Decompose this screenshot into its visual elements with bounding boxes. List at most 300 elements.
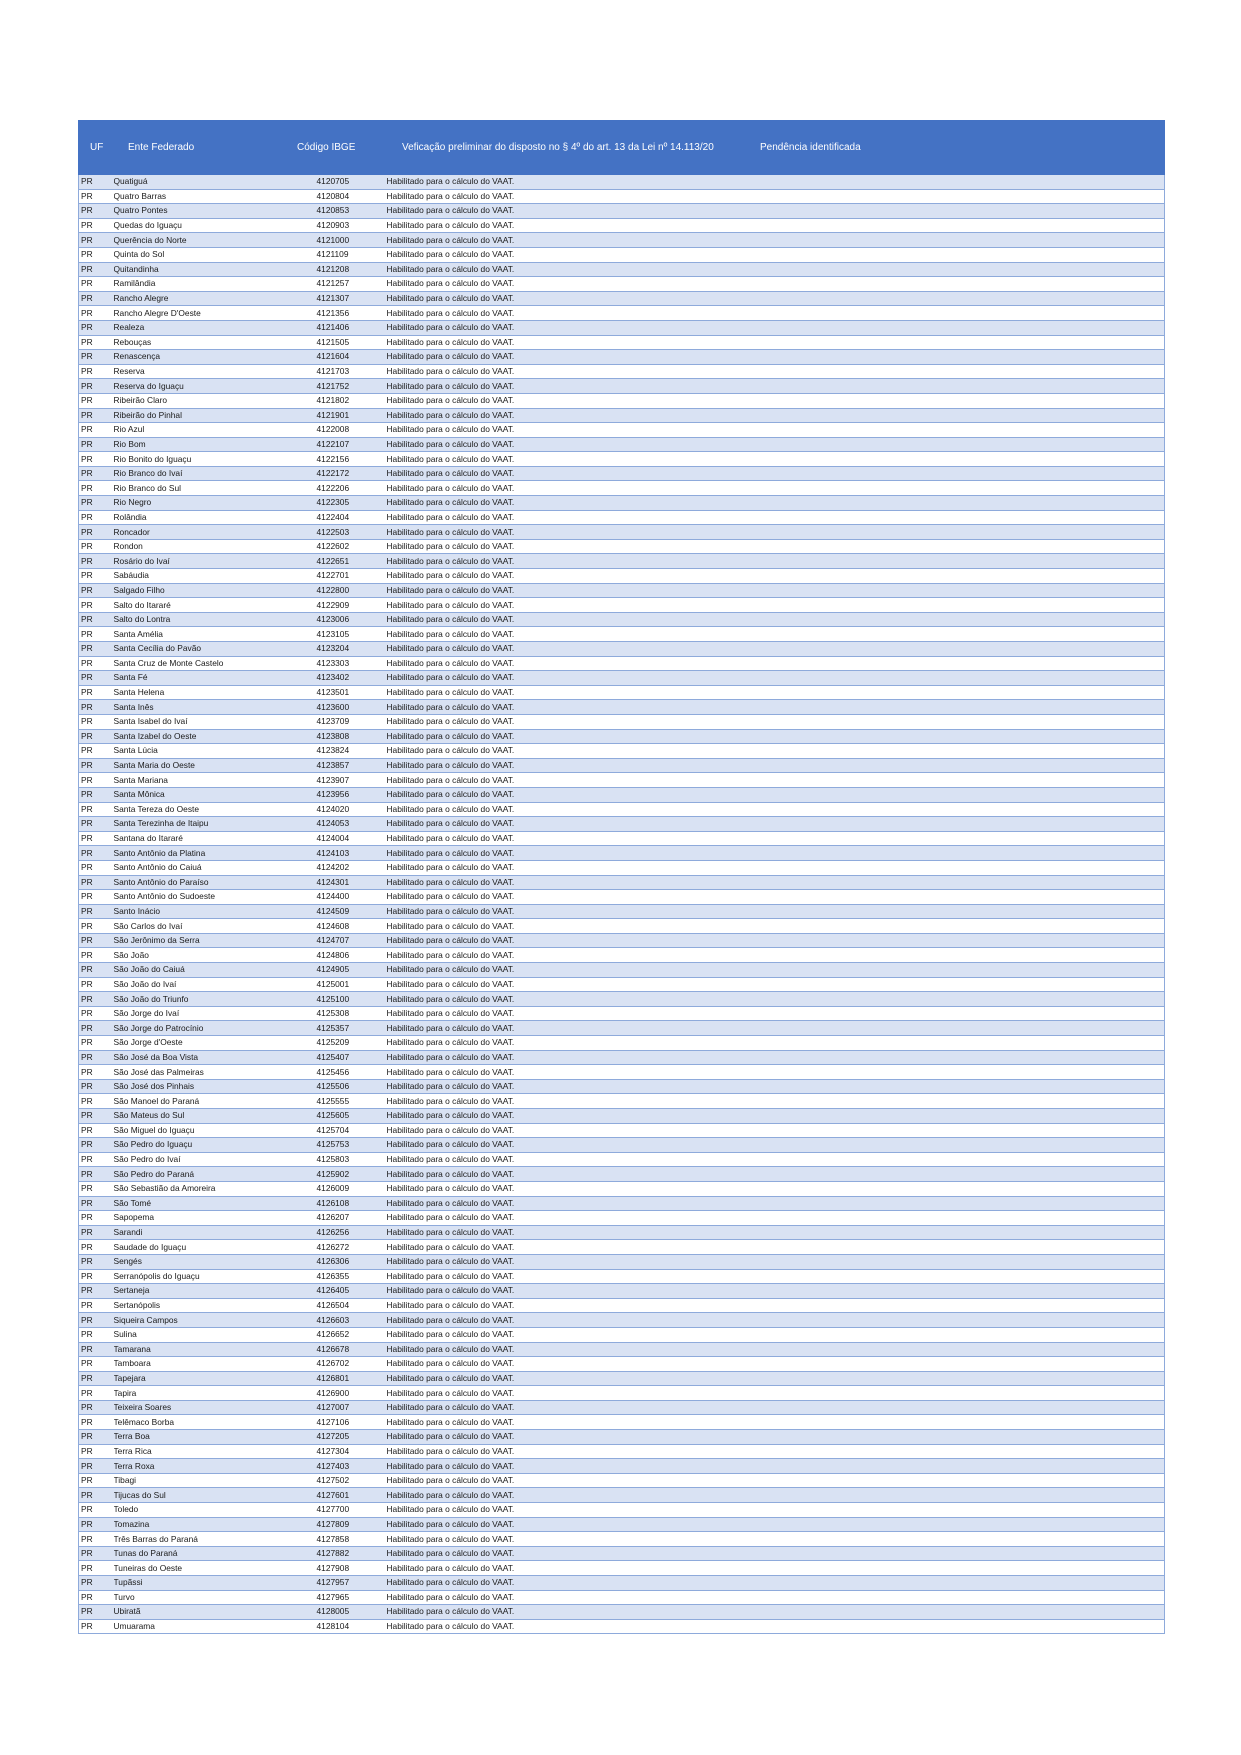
cell-ente-federado: Terra Roxa [114,1459,297,1474]
cell-pendencia [728,875,1165,890]
cell-codigo-ibge: 4127205 [297,1430,386,1445]
table-row [79,1546,1165,1561]
table-row [79,1444,1165,1459]
cell-verificacao: Habilitado para o cálculo do VAAT. [386,860,728,875]
cell-pendencia [728,773,1165,788]
cell-pendencia [728,1561,1165,1576]
cell-pendencia [728,963,1165,978]
cell-uf: PR [79,320,114,335]
cell-codigo-ibge: 4127601 [297,1488,386,1503]
table-row [79,393,1165,408]
cell-codigo-ibge: 4123709 [297,714,386,729]
cell-codigo-ibge: 4126652 [297,1327,386,1342]
cell-pendencia [728,539,1165,554]
cell-uf: PR [79,539,114,554]
cell-verificacao: Habilitado para o cálculo do VAAT. [386,787,728,802]
table-row [79,1269,1165,1284]
table-row [79,612,1165,627]
table-row [79,364,1165,379]
cell-verificacao: Habilitado para o cálculo do VAAT. [386,350,728,365]
cell-uf: PR [79,1619,114,1634]
cell-pendencia [728,1488,1165,1503]
table-row [79,291,1165,306]
cell-codigo-ibge: 4126256 [297,1225,386,1240]
cell-ente-federado: Siqueira Campos [114,1313,297,1328]
table-row [79,685,1165,700]
cell-verificacao: Habilitado para o cálculo do VAAT. [386,554,728,569]
cell-uf: PR [79,744,114,759]
cell-codigo-ibge: 4125357 [297,1021,386,1036]
cell-uf: PR [79,1517,114,1532]
cell-pendencia [728,933,1165,948]
header-pendencia: Pendência identificada [728,120,1165,175]
table-row [79,787,1165,802]
table-row [79,1094,1165,1109]
cell-verificacao: Habilitado para o cálculo do VAAT. [386,758,728,773]
cell-uf: PR [79,904,114,919]
cell-pendencia [728,1371,1165,1386]
cell-uf: PR [79,1605,114,1620]
cell-uf: PR [79,1590,114,1605]
cell-ente-federado: Santa Terezinha de Itaipu [114,817,297,832]
cell-codigo-ibge: 4124202 [297,860,386,875]
table-row [79,1167,1165,1182]
cell-pendencia [728,1254,1165,1269]
cell-pendencia [728,262,1165,277]
cell-pendencia [728,510,1165,525]
cell-codigo-ibge: 4125555 [297,1094,386,1109]
cell-verificacao: Habilitado para o cálculo do VAAT. [386,773,728,788]
cell-codigo-ibge: 4124004 [297,831,386,846]
cell-verificacao: Habilitado para o cálculo do VAAT. [386,1357,728,1372]
cell-verificacao: Habilitado para o cálculo do VAAT. [386,189,728,204]
cell-codigo-ibge: 4127700 [297,1503,386,1518]
cell-verificacao: Habilitado para o cálculo do VAAT. [386,598,728,613]
cell-verificacao: Habilitado para o cálculo do VAAT. [386,744,728,759]
table-header-row [79,120,1165,175]
cell-uf: PR [79,306,114,321]
cell-pendencia [728,1459,1165,1474]
cell-ente-federado: Sengés [114,1254,297,1269]
cell-codigo-ibge: 4122651 [297,554,386,569]
cell-verificacao: Habilitado para o cálculo do VAAT. [386,1386,728,1401]
table-row [79,933,1165,948]
cell-uf: PR [79,1503,114,1518]
cell-pendencia [728,1444,1165,1459]
cell-verificacao: Habilitado para o cálculo do VAAT. [386,729,728,744]
cell-codigo-ibge: 4126702 [297,1357,386,1372]
cell-ente-federado: São Pedro do Ivaí [114,1152,297,1167]
cell-codigo-ibge: 4121307 [297,291,386,306]
cell-uf: PR [79,1196,114,1211]
cell-verificacao: Habilitado para o cálculo do VAAT. [386,306,728,321]
cell-codigo-ibge: 4120705 [297,175,386,189]
cell-codigo-ibge: 4122107 [297,437,386,452]
cell-codigo-ibge: 4126355 [297,1269,386,1284]
cell-ente-federado: Salto do Lontra [114,612,297,627]
cell-ente-federado: Quinta do Sol [114,247,297,262]
cell-uf: PR [79,1546,114,1561]
cell-verificacao: Habilitado para o cálculo do VAAT. [386,364,728,379]
cell-pendencia [728,393,1165,408]
cell-verificacao: Habilitado para o cálculo do VAAT. [386,1342,728,1357]
cell-ente-federado: Santa Mônica [114,787,297,802]
cell-codigo-ibge: 4124509 [297,904,386,919]
cell-pendencia [728,1517,1165,1532]
cell-codigo-ibge: 4123907 [297,773,386,788]
cell-codigo-ibge: 4127007 [297,1400,386,1415]
cell-codigo-ibge: 4126405 [297,1284,386,1299]
table-row [79,802,1165,817]
table-row [79,1211,1165,1226]
cell-codigo-ibge: 4127502 [297,1473,386,1488]
cell-pendencia [728,992,1165,1007]
table-row [79,977,1165,992]
cell-pendencia [728,496,1165,511]
table-row [79,1488,1165,1503]
cell-uf: PR [79,729,114,744]
cell-pendencia [728,656,1165,671]
cell-codigo-ibge: 4128104 [297,1619,386,1634]
cell-verificacao: Habilitado para o cálculo do VAAT. [386,408,728,423]
cell-verificacao: Habilitado para o cálculo do VAAT. [386,890,728,905]
cell-codigo-ibge: 4123402 [297,671,386,686]
cell-uf: PR [79,481,114,496]
table-row [79,1240,1165,1255]
cell-codigo-ibge: 4121752 [297,379,386,394]
table-row [79,860,1165,875]
table-row [79,189,1165,204]
table-row [79,1400,1165,1415]
cell-ente-federado: Teixeira Soares [114,1400,297,1415]
cell-ente-federado: São Miguel do Iguaçu [114,1123,297,1138]
cell-verificacao: Habilitado para o cálculo do VAAT. [386,1138,728,1153]
cell-pendencia [728,554,1165,569]
table-row [79,218,1165,233]
cell-codigo-ibge: 4121257 [297,277,386,292]
cell-pendencia [728,335,1165,350]
cell-ente-federado: São Jorge do Patrocínio [114,1021,297,1036]
cell-pendencia [728,277,1165,292]
cell-uf: PR [79,860,114,875]
cell-verificacao: Habilitado para o cálculo do VAAT. [386,1079,728,1094]
cell-ente-federado: Terra Boa [114,1430,297,1445]
cell-pendencia [728,1342,1165,1357]
cell-verificacao: Habilitado para o cálculo do VAAT. [386,1517,728,1532]
table-row [79,204,1165,219]
cell-ente-federado: Santa Isabel do Ivaí [114,714,297,729]
cell-uf: PR [79,598,114,613]
table-row [79,233,1165,248]
cell-pendencia [728,218,1165,233]
table-row [79,583,1165,598]
cell-pendencia [728,437,1165,452]
table-row [79,714,1165,729]
cell-pendencia [728,583,1165,598]
cell-ente-federado: Telêmaco Borba [114,1415,297,1430]
cell-verificacao: Habilitado para o cálculo do VAAT. [386,262,728,277]
table-row [79,890,1165,905]
cell-verificacao: Habilitado para o cálculo do VAAT. [386,963,728,978]
table-row [79,1036,1165,1051]
cell-pendencia [728,1284,1165,1299]
cell-codigo-ibge: 4127908 [297,1561,386,1576]
cell-codigo-ibge: 4122701 [297,569,386,584]
cell-ente-federado: Reserva [114,364,297,379]
cell-pendencia [728,1181,1165,1196]
cell-codigo-ibge: 4127403 [297,1459,386,1474]
cell-verificacao: Habilitado para o cálculo do VAAT. [386,977,728,992]
cell-ente-federado: Terra Rica [114,1444,297,1459]
cell-pendencia [728,452,1165,467]
cell-pendencia [728,1415,1165,1430]
cell-uf: PR [79,846,114,861]
cell-pendencia [728,744,1165,759]
cell-ente-federado: Toledo [114,1503,297,1518]
cell-ente-federado: Ramilândia [114,277,297,292]
cell-verificacao: Habilitado para o cálculo do VAAT. [386,1065,728,1080]
cell-uf: PR [79,379,114,394]
cell-pendencia [728,1167,1165,1182]
cell-ente-federado: Santo Antônio do Paraíso [114,875,297,890]
cell-verificacao: Habilitado para o cálculo do VAAT. [386,1532,728,1547]
cell-ente-federado: Rosário do Ivaí [114,554,297,569]
cell-pendencia [728,1065,1165,1080]
cell-verificacao: Habilitado para o cálculo do VAAT. [386,671,728,686]
cell-uf: PR [79,1050,114,1065]
cell-verificacao: Habilitado para o cálculo do VAAT. [386,320,728,335]
cell-uf: PR [79,1473,114,1488]
cell-uf: PR [79,393,114,408]
cell-uf: PR [79,1211,114,1226]
cell-ente-federado: Santo Antônio do Caiuá [114,860,297,875]
cell-uf: PR [79,1240,114,1255]
cell-codigo-ibge: 4126900 [297,1386,386,1401]
table-row [79,846,1165,861]
table-row [79,598,1165,613]
cell-pendencia [728,1196,1165,1211]
cell-codigo-ibge: 4123501 [297,685,386,700]
cell-codigo-ibge: 4125308 [297,1006,386,1021]
cell-codigo-ibge: 4125506 [297,1079,386,1094]
cell-verificacao: Habilitado para o cálculo do VAAT. [386,1313,728,1328]
cell-ente-federado: São Mateus do Sul [114,1109,297,1124]
cell-verificacao: Habilitado para o cálculo do VAAT. [386,379,728,394]
cell-ente-federado: Roncador [114,525,297,540]
cell-ente-federado: Quatro Barras [114,189,297,204]
cell-codigo-ibge: 4127106 [297,1415,386,1430]
cell-codigo-ibge: 4122800 [297,583,386,598]
cell-codigo-ibge: 4124806 [297,948,386,963]
table-row [79,1050,1165,1065]
cell-uf: PR [79,1342,114,1357]
cell-pendencia [728,350,1165,365]
cell-pendencia [728,1619,1165,1634]
cell-uf: PR [79,1138,114,1153]
table-row [79,642,1165,657]
cell-uf: PR [79,262,114,277]
cell-uf: PR [79,1021,114,1036]
cell-pendencia [728,320,1165,335]
cell-verificacao: Habilitado para o cálculo do VAAT. [386,627,728,642]
table-row [79,948,1165,963]
cell-ente-federado: Santo Antônio da Platina [114,846,297,861]
cell-pendencia [728,1225,1165,1240]
cell-ente-federado: São João do Ivaí [114,977,297,992]
cell-verificacao: Habilitado para o cálculo do VAAT. [386,233,728,248]
table-row [79,510,1165,525]
table-row [79,554,1165,569]
cell-verificacao: Habilitado para o cálculo do VAAT. [386,948,728,963]
table-row [79,277,1165,292]
table-row [79,1109,1165,1124]
cell-codigo-ibge: 4122156 [297,452,386,467]
cell-codigo-ibge: 4124103 [297,846,386,861]
cell-ente-federado: Rio Bom [114,437,297,452]
cell-uf: PR [79,408,114,423]
table-row [79,1298,1165,1313]
cell-pendencia [728,1050,1165,1065]
cell-verificacao: Habilitado para o cálculo do VAAT. [386,335,728,350]
cell-verificacao: Habilitado para o cálculo do VAAT. [386,1444,728,1459]
cell-verificacao: Habilitado para o cálculo do VAAT. [386,1430,728,1445]
cell-pendencia [728,175,1165,189]
cell-verificacao: Habilitado para o cálculo do VAAT. [386,802,728,817]
table-row [79,729,1165,744]
cell-ente-federado: Rancho Alegre [114,291,297,306]
cell-verificacao: Habilitado para o cálculo do VAAT. [386,904,728,919]
cell-codigo-ibge: 4126678 [297,1342,386,1357]
cell-ente-federado: Ribeirão do Pinhal [114,408,297,423]
cell-pendencia [728,802,1165,817]
cell-pendencia [728,1006,1165,1021]
cell-ente-federado: Santa Mariana [114,773,297,788]
cell-codigo-ibge: 4126009 [297,1181,386,1196]
cell-verificacao: Habilitado para o cálculo do VAAT. [386,1561,728,1576]
cell-verificacao: Habilitado para o cálculo do VAAT. [386,510,728,525]
table-row [79,700,1165,715]
cell-codigo-ibge: 4122503 [297,525,386,540]
cell-uf: PR [79,1313,114,1328]
cell-pendencia [728,1386,1165,1401]
cell-codigo-ibge: 4125605 [297,1109,386,1124]
cell-uf: PR [79,1357,114,1372]
cell-verificacao: Habilitado para o cálculo do VAAT. [386,466,728,481]
table-row [79,1079,1165,1094]
cell-codigo-ibge: 4122206 [297,481,386,496]
cell-uf: PR [79,350,114,365]
cell-pendencia [728,525,1165,540]
cell-ente-federado: Ubiratã [114,1605,297,1620]
cell-codigo-ibge: 4124400 [297,890,386,905]
cell-uf: PR [79,1400,114,1415]
cell-uf: PR [79,787,114,802]
table-row [79,1152,1165,1167]
cell-pendencia [728,817,1165,832]
table-row [79,831,1165,846]
cell-ente-federado: Tapejara [114,1371,297,1386]
cell-uf: PR [79,890,114,905]
cell-codigo-ibge: 4123600 [297,700,386,715]
cell-pendencia [728,1298,1165,1313]
cell-codigo-ibge: 4121406 [297,320,386,335]
table-row [79,1181,1165,1196]
cell-codigo-ibge: 4125753 [297,1138,386,1153]
cell-verificacao: Habilitado para o cálculo do VAAT. [386,393,728,408]
table-row [79,656,1165,671]
cell-verificacao: Habilitado para o cálculo do VAAT. [386,875,728,890]
cell-codigo-ibge: 4124053 [297,817,386,832]
cell-pendencia [728,466,1165,481]
cell-codigo-ibge: 4126306 [297,1254,386,1269]
cell-verificacao: Habilitado para o cálculo do VAAT. [386,1473,728,1488]
cell-codigo-ibge: 4125902 [297,1167,386,1182]
table-row [79,247,1165,262]
table-row [79,992,1165,1007]
header-codigo-ibge: Código IBGE [297,120,386,175]
cell-uf: PR [79,189,114,204]
cell-ente-federado: Realeza [114,320,297,335]
cell-pendencia [728,1532,1165,1547]
cell-ente-federado: Santa Izabel do Oeste [114,729,297,744]
table-row [79,1473,1165,1488]
cell-uf: PR [79,291,114,306]
cell-uf: PR [79,1269,114,1284]
cell-codigo-ibge: 4127882 [297,1546,386,1561]
cell-pendencia [728,569,1165,584]
cell-pendencia [728,1313,1165,1328]
cell-ente-federado: Quitandinha [114,262,297,277]
cell-ente-federado: São João do Caiuá [114,963,297,978]
table-row [79,175,1165,189]
cell-codigo-ibge: 4121000 [297,233,386,248]
cell-uf: PR [79,1298,114,1313]
cell-ente-federado: Santo Inácio [114,904,297,919]
cell-verificacao: Habilitado para o cálculo do VAAT. [386,481,728,496]
cell-verificacao: Habilitado para o cálculo do VAAT. [386,1503,728,1518]
table-row [79,627,1165,642]
cell-verificacao: Habilitado para o cálculo do VAAT. [386,714,728,729]
cell-pendencia [728,291,1165,306]
cell-uf: PR [79,1123,114,1138]
cell-verificacao: Habilitado para o cálculo do VAAT. [386,277,728,292]
cell-uf: PR [79,1167,114,1182]
cell-ente-federado: Rio Bonito do Iguaçu [114,452,297,467]
cell-ente-federado: Sarandi [114,1225,297,1240]
cell-uf: PR [79,437,114,452]
cell-codigo-ibge: 4125704 [297,1123,386,1138]
cell-uf: PR [79,977,114,992]
cell-ente-federado: Quatiguá [114,175,297,189]
cell-uf: PR [79,1094,114,1109]
cell-ente-federado: Rio Azul [114,423,297,438]
cell-ente-federado: São João [114,948,297,963]
cell-codigo-ibge: 4125803 [297,1152,386,1167]
cell-verificacao: Habilitado para o cálculo do VAAT. [386,1006,728,1021]
cell-pendencia [728,948,1165,963]
cell-ente-federado: Santa Helena [114,685,297,700]
cell-uf: PR [79,627,114,642]
cell-codigo-ibge: 4126207 [297,1211,386,1226]
cell-uf: PR [79,466,114,481]
cell-uf: PR [79,656,114,671]
cell-verificacao: Habilitado para o cálculo do VAAT. [386,525,728,540]
table-row [79,1576,1165,1591]
table-row [79,1225,1165,1240]
table-row [79,1006,1165,1021]
cell-ente-federado: Rebouças [114,335,297,350]
cell-codigo-ibge: 4124608 [297,919,386,934]
